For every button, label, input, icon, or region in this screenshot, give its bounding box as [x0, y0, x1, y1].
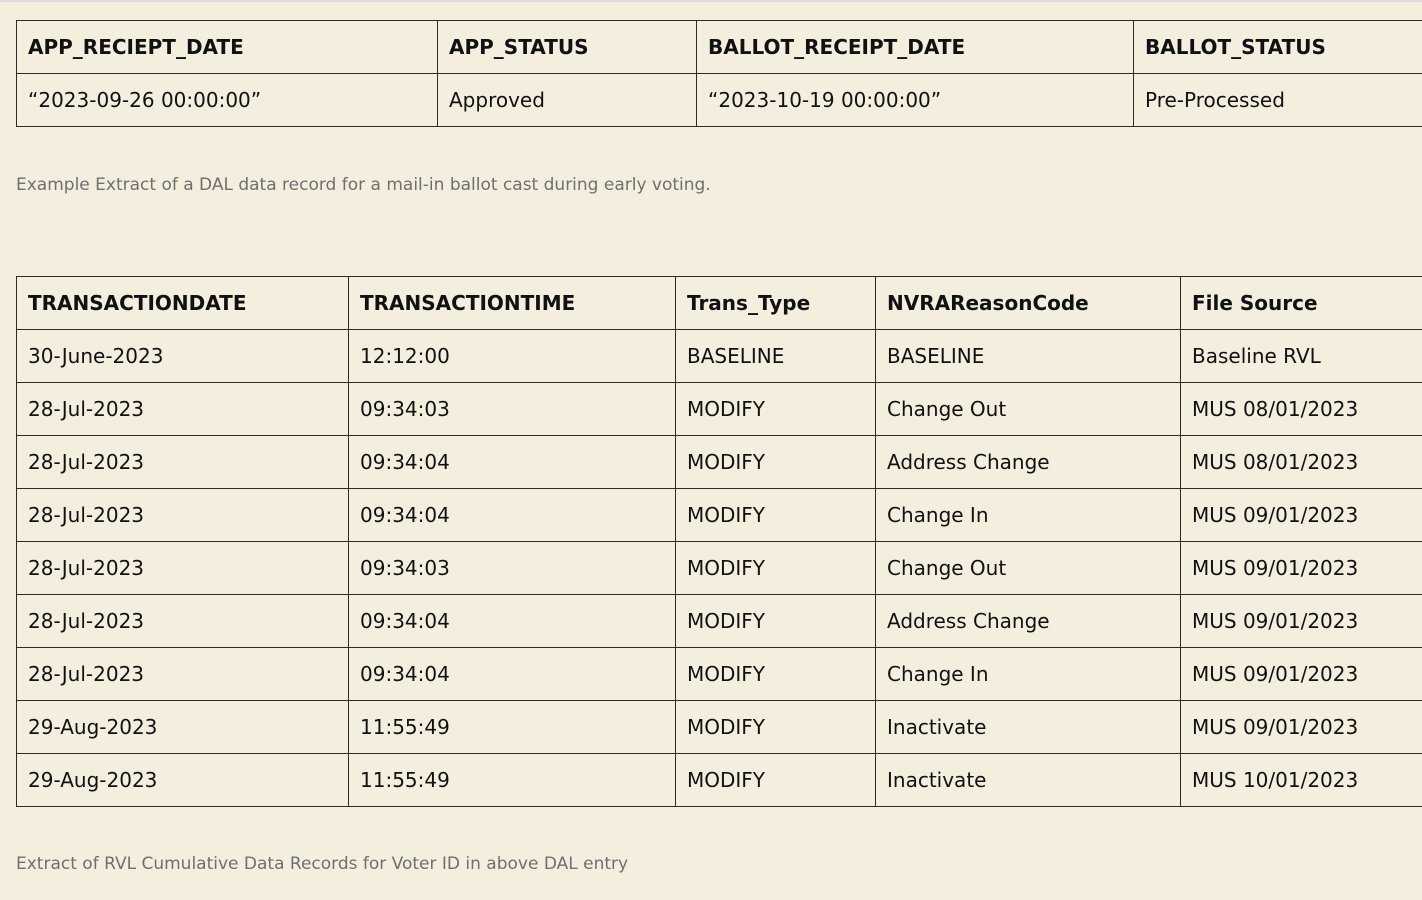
header-transaction-time: TRANSACTIONTIME: [349, 277, 676, 330]
header-app-receipt-date: APP_RECIEPT_DATE: [17, 21, 438, 74]
table-row: [17, 74, 1422, 127]
table-cell: Change Out: [876, 542, 1181, 595]
table-cell: Pre-Processed: [1134, 74, 1422, 127]
header-trans-type: Trans_Type: [676, 277, 876, 330]
table-cell: MODIFY: [676, 489, 876, 542]
table-cell: Address Change: [876, 595, 1181, 648]
dal-record-table: [16, 20, 1422, 127]
header-ballot-receipt-date: BALLOT_RECEIPT_DATE: [697, 21, 1134, 74]
table-cell: MODIFY: [676, 648, 876, 701]
table-cell: MUS 09/01/2023: [1181, 648, 1422, 701]
table-cell: MUS 09/01/2023: [1181, 701, 1422, 754]
table-cell: Inactivate: [876, 701, 1181, 754]
table-cell: 09:34:04: [349, 489, 676, 542]
rvl-records-table: [16, 276, 1422, 807]
table-cell: MUS 08/01/2023: [1181, 383, 1422, 436]
table-row: [17, 489, 1422, 542]
table-cell: MUS 08/01/2023: [1181, 436, 1422, 489]
table-cell: Approved: [438, 74, 697, 127]
table-cell: MODIFY: [676, 595, 876, 648]
table-cell: MUS 09/01/2023: [1181, 542, 1422, 595]
table-row: [17, 754, 1422, 807]
table-cell: 29-Aug-2023: [17, 701, 349, 754]
table-row: [17, 648, 1422, 701]
table-cell: MUS 09/01/2023: [1181, 489, 1422, 542]
rvl-table-caption: Extract of RVL Cumulative Data Records for Voter ID in above DAL entry: [16, 854, 629, 874]
table-cell: MUS 10/01/2023: [1181, 754, 1422, 807]
table-cell: 28-Jul-2023: [17, 648, 349, 701]
header-transaction-date: TRANSACTIONDATE: [17, 277, 349, 330]
table-cell: 09:34:04: [349, 595, 676, 648]
table-cell: 09:34:03: [349, 383, 676, 436]
table-cell: 28-Jul-2023: [17, 436, 349, 489]
header-nvra-reason-code: NVRAReasonCode: [876, 277, 1181, 330]
table-cell: MODIFY: [676, 436, 876, 489]
table-cell: Address Change: [876, 436, 1181, 489]
table-row: [17, 701, 1422, 754]
table-cell: “2023-09-26 00:00:00”: [17, 74, 438, 127]
table-cell: 28-Jul-2023: [17, 542, 349, 595]
table-cell: Change In: [876, 489, 1181, 542]
table-cell: 09:34:04: [349, 436, 676, 489]
table-cell: Change Out: [876, 383, 1181, 436]
table-header-row: [17, 21, 1422, 74]
table-cell: 30-June-2023: [17, 330, 349, 383]
table-cell: MODIFY: [676, 754, 876, 807]
table-cell: 29-Aug-2023: [17, 754, 349, 807]
table-cell: 12:12:00: [349, 330, 676, 383]
table-row: [17, 330, 1422, 383]
header-file-source: File Source: [1181, 277, 1422, 330]
table-cell: MUS 09/01/2023: [1181, 595, 1422, 648]
table-cell: MODIFY: [676, 383, 876, 436]
dal-table-caption: Example Extract of a DAL data record for a mail-in ballot cast during early voting.: [16, 175, 711, 195]
table-cell: 28-Jul-2023: [17, 595, 349, 648]
table-cell: BASELINE: [676, 330, 876, 383]
table-cell: 11:55:49: [349, 701, 676, 754]
table-cell: MODIFY: [676, 542, 876, 595]
table-cell: BASELINE: [876, 330, 1181, 383]
table-cell: 28-Jul-2023: [17, 489, 349, 542]
table-cell: MODIFY: [676, 701, 876, 754]
header-ballot-status: BALLOT_STATUS: [1134, 21, 1422, 74]
table-row: [17, 595, 1422, 648]
table-cell: 09:34:04: [349, 648, 676, 701]
table-cell: Inactivate: [876, 754, 1181, 807]
top-divider: [0, 0, 1422, 2]
table-row: [17, 383, 1422, 436]
table-row: [17, 542, 1422, 595]
table-row: [17, 436, 1422, 489]
table-cell: “2023-10-19 00:00:00”: [697, 74, 1134, 127]
header-app-status: APP_STATUS: [438, 21, 697, 74]
table-header-row: [17, 277, 1422, 330]
table-cell: 11:55:49: [349, 754, 676, 807]
table-cell: 09:34:03: [349, 542, 676, 595]
table-cell: Change In: [876, 648, 1181, 701]
table-cell: 28-Jul-2023: [17, 383, 349, 436]
table-cell: Baseline RVL: [1181, 330, 1422, 383]
